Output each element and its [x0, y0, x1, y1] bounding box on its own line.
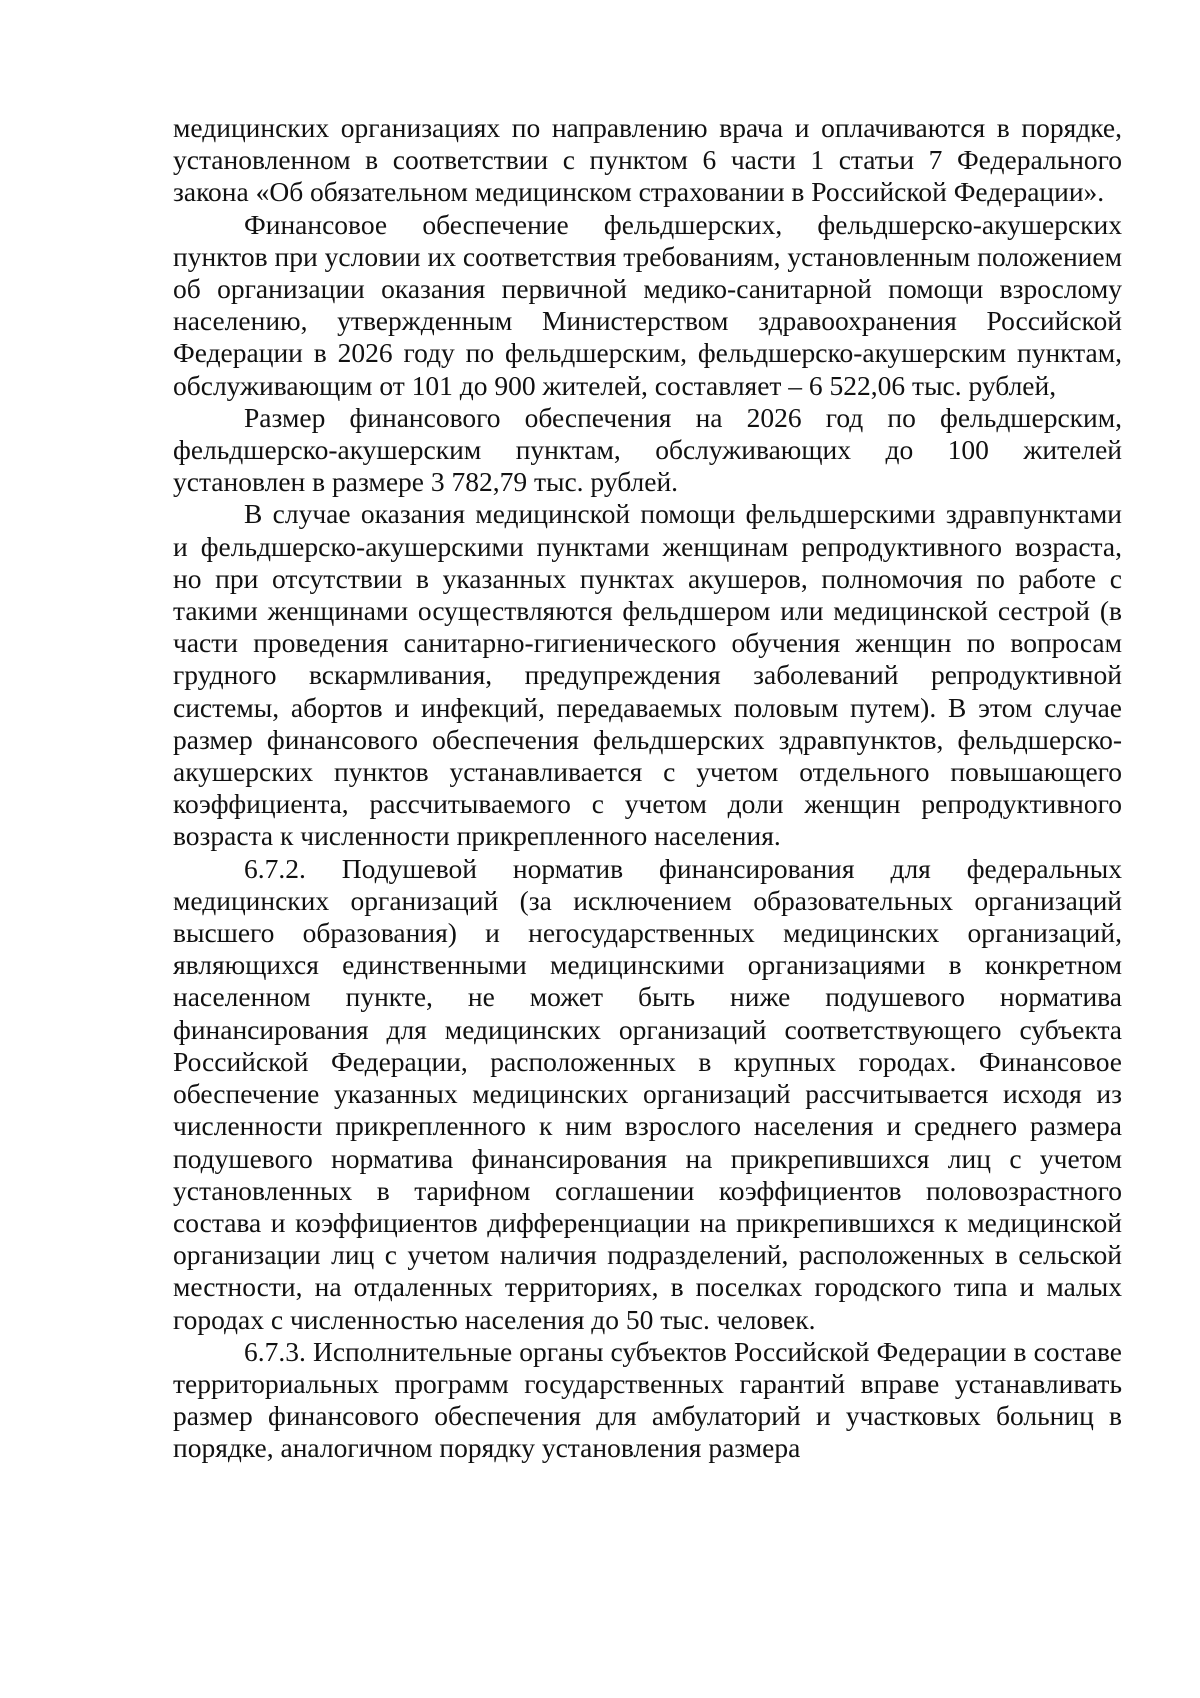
- paragraph-6-7-2: 6.7.2. Подушевой норматив финансирования для федеральных медицинских организаций (за исключением образовательных организаций высшего образования) и негосударственных медицинских организаций, являющихся единственными медицинскими организациями в конкретном населенном пункте, не может быть ниже подушевого норматива финансирования для медицинских организаций соответствующего субъекта Российской Федерации, расположенных в крупных городах. Финансовое обеспечение указанных медицинских организаций рассчитывается исходя из численности прикрепленного к ним взрослого населения и среднего размера подушевого норматива финансирования на прикрепившихся лиц с учетом установленных в тарифном соглашении коэффициентов половозрастного состава и коэффициентов дифференциации на прикрепившихся к медицинской организации лиц с учетом наличия подразделений, расположенных в сельской местности, на отдаленных территориях, в поселках городского типа и малых городах с численностью населения до 50 тыс. человек.: [173, 852, 1122, 1335]
- document-page: [173, 112, 1122, 1465]
- paragraph-continuation: медицинских организациях по направлению врача и оплачиваются в порядке, установленном в соответствии с пунктом 6 части 1 статьи 7 Федерального закона «Об обязательном медицинском страховании в Российской Федерации».: [173, 112, 1122, 208]
- paragraph-6-7-3: 6.7.3. Исполнительные органы субъектов Российской Федерации в составе территориальных программ государственных гарантий вправе устанавливать размер финансового обеспечения для амбулаторий и участковых больниц в порядке, аналогичном порядку установления размера: [173, 1335, 1122, 1464]
- paragraph-reproductive-care: В случае оказания медицинской помощи фельдшерскими здравпунктами и фельдшерско-акушерскими пунктами женщинам репродуктивного возраста, но при отсутствии в указанных пунктах акушеров, полномочия по работе с такими женщинами осуществляются фельдшером или медицинской сестрой (в части проведения санитарно-гигиенического обучения женщин по вопросам грудного вскармливания, предупреждения заболеваний репродуктивной системы, абортов и инфекций, передаваемых половым путем). В этом случае размер финансового обеспечения фельдшерских здравпунктов, фельдшерско-акушерских пунктов устанавливается с учетом отдельного повышающего коэффициента, рассчитываемого с учетом доли женщин репродуктивного возраста к численности прикрепленного населения.: [173, 498, 1122, 852]
- paragraph-fap-small-funding: Размер финансового обеспечения на 2026 год по фельдшерским, фельдшерско-акушерским пунктам, обслуживающих до 100 жителей установлен в размере 3 782,79 тыс. рублей.: [173, 401, 1122, 498]
- paragraph-fap-funding: Финансовое обеспечение фельдшерских, фельдшерско-акушерских пунктов при условии их соответствия требованиям, установленным положением об организации оказания первичной медико-санитарной помощи взрослому населению, утвержденным Министерством здравоохранения Российской Федерации в 2026 году по фельдшерским, фельдшерско-акушерским пунктам, обслуживающим от 101 до 900 жителей, составляет – 6 522,06 тыс. рублей,: [173, 208, 1122, 401]
